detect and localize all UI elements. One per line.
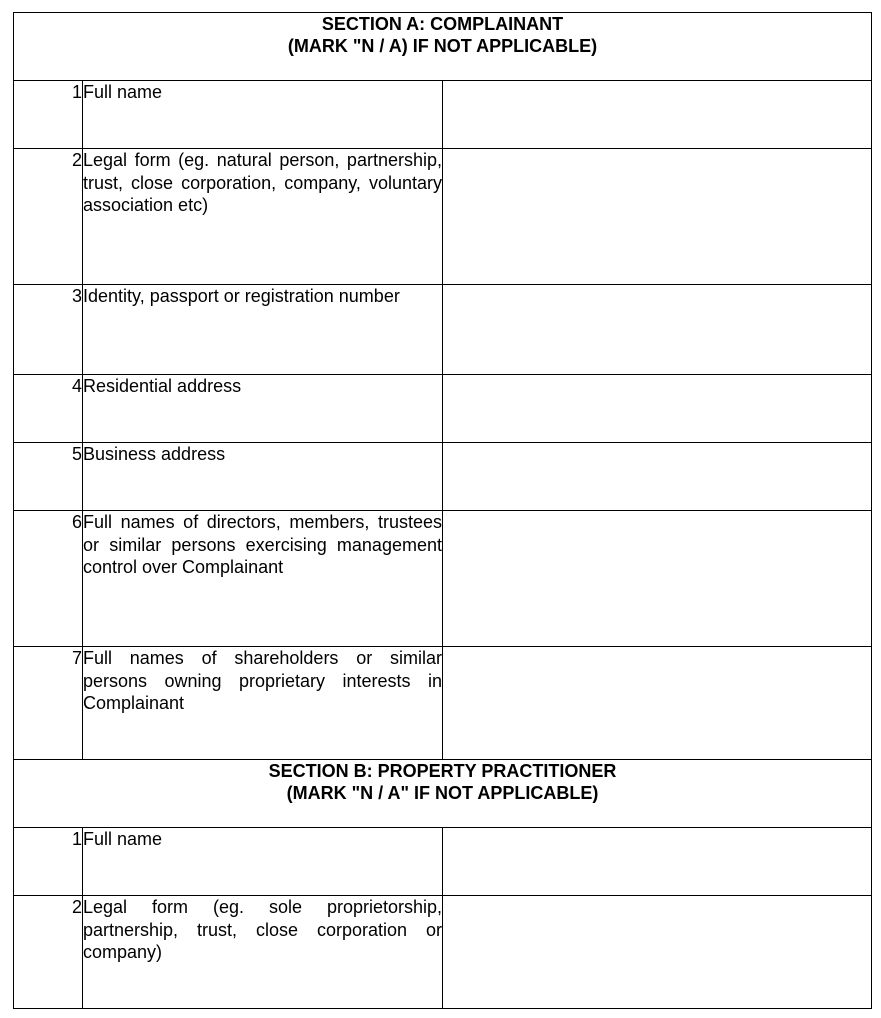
field-label-full-name: Full name [83,828,443,896]
table-row [14,285,872,375]
section-a-header-row [14,13,872,81]
section-a-header [14,13,872,81]
complaint-form-table [13,12,872,1009]
practitioner-legal-form-field[interactable] [443,896,872,1009]
practitioner-full-name-field[interactable] [443,828,872,896]
table-row [14,511,872,647]
complainant-business-address-field[interactable] [443,443,872,511]
complainant-full-name-field[interactable] [443,81,872,149]
complainant-residential-address-field[interactable] [443,375,872,443]
row-number: 6 [14,511,83,647]
row-number: 7 [14,647,83,760]
table-row [14,647,872,760]
row-number: 3 [14,285,83,375]
row-number: 2 [14,149,83,285]
section-b-subtitle: (MARK "N / A" IF NOT APPLICABLE) [286,783,599,803]
field-label-directors: Full names of directors, members, trustees or similar persons exercising management control over Complainant [83,511,443,647]
section-a-subtitle: (MARK "N / A) IF NOT APPLICABLE) [287,36,598,56]
table-row [14,443,872,511]
row-number: 2 [14,896,83,1009]
table-row [14,81,872,149]
table-row [14,896,872,1009]
section-b-title: SECTION B: PROPERTY PRACTITIONER [268,761,617,781]
complainant-directors-field[interactable] [443,511,872,647]
complainant-identity-number-field[interactable] [443,285,872,375]
row-number: 1 [14,828,83,896]
complainant-shareholders-field[interactable] [443,647,872,760]
field-label-full-name: Full name [83,81,443,149]
section-a-title: SECTION A: COMPLAINANT [321,14,564,34]
table-row [14,149,872,285]
field-label-residential-address: Residential address [83,375,443,443]
field-label-identity-number: Identity, passport or registration number [83,285,443,375]
field-label-legal-form: Legal form (eg. sole proprietorship, partnership, trust, close corporation or company) [83,896,443,1009]
section-b-header [14,760,872,828]
field-label-shareholders: Full names of shareholders or similar persons owning proprietary interests in Complainant [83,647,443,760]
table-row [14,828,872,896]
field-label-legal-form: Legal form (eg. natural person, partnership, trust, close corporation, company, voluntary association etc) [83,149,443,285]
row-number: 5 [14,443,83,511]
complainant-legal-form-field[interactable] [443,149,872,285]
table-row [14,375,872,443]
section-b-header-row [14,760,872,828]
row-number: 4 [14,375,83,443]
row-number: 1 [14,81,83,149]
field-label-business-address: Business address [83,443,443,511]
